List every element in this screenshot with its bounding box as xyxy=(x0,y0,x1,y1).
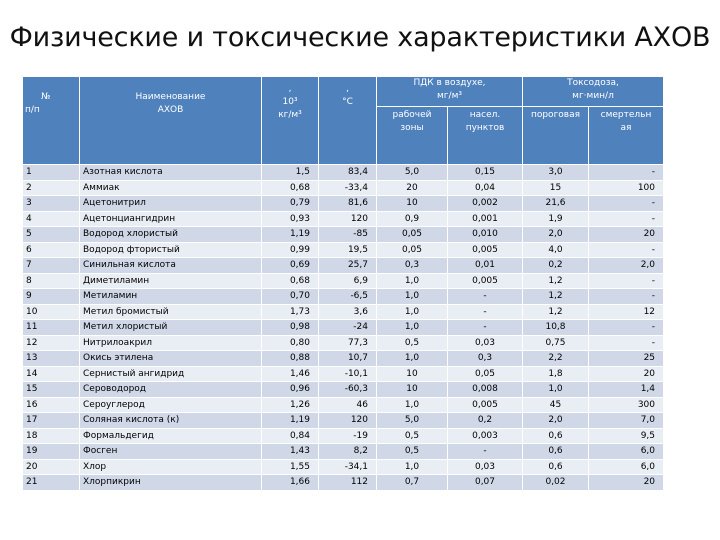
header-pdk-pop xyxy=(448,107,523,165)
toxodose-lethal-cell: 25 xyxy=(589,351,664,367)
table-row xyxy=(23,335,664,351)
header-toxodose xyxy=(523,77,664,107)
row-number-cell: 17 xyxy=(23,413,80,429)
header-tox-lethal xyxy=(589,107,664,165)
pdk-settlements-cell: 0,07 xyxy=(448,475,523,491)
density-cell: 1,43 xyxy=(262,444,319,460)
header-num-sign: № xyxy=(41,92,51,102)
table-row xyxy=(23,258,664,274)
pdk-work-zone-cell: 0,9 xyxy=(377,211,448,227)
header-boiling-comma: , xyxy=(346,84,349,94)
row-number-cell: 13 xyxy=(23,351,80,367)
density-cell: 0,80 xyxy=(262,335,319,351)
pdk-work-zone-cell: 10 xyxy=(377,382,448,398)
density-cell: 1,26 xyxy=(262,397,319,413)
row-number-cell: 7 xyxy=(23,258,80,274)
table-row xyxy=(23,382,664,398)
density-cell: 0,99 xyxy=(262,242,319,258)
pdk-work-zone-cell: 1,0 xyxy=(377,289,448,305)
pdk-work-zone-cell: 10 xyxy=(377,366,448,382)
pdk-settlements-cell: 0,010 xyxy=(448,227,523,243)
row-number-cell: 19 xyxy=(23,444,80,460)
substance-name-cell: Азотная кислота xyxy=(80,165,262,181)
header-tox-lethal-line1: смертельн xyxy=(600,110,652,120)
header-num-pp: п/п xyxy=(25,105,40,115)
boiling-point-cell: -10,1 xyxy=(319,366,377,382)
toxodose-lethal-cell: 7,0 xyxy=(589,413,664,429)
boiling-point-cell: 120 xyxy=(319,211,377,227)
substance-name-cell: Формальдегид xyxy=(80,428,262,444)
header-pdk-work-line2: зоны xyxy=(400,123,424,133)
pdk-settlements-cell: 0,005 xyxy=(448,242,523,258)
boiling-point-cell: 81,6 xyxy=(319,196,377,212)
header-density-scale: 10³ xyxy=(282,97,298,107)
density-cell: 1,19 xyxy=(262,413,319,429)
pdk-settlements-cell: 0,03 xyxy=(448,335,523,351)
table-row xyxy=(23,165,664,181)
boiling-point-cell: -24 xyxy=(319,320,377,336)
boiling-point-cell: 6,9 xyxy=(319,273,377,289)
pdk-settlements-cell: 0,05 xyxy=(448,366,523,382)
pdk-work-zone-cell: 10 xyxy=(377,196,448,212)
toxodose-threshold-cell: 1,9 xyxy=(523,211,589,227)
pdk-settlements-cell: 0,2 xyxy=(448,413,523,429)
pdk-settlements-cell: 0,003 xyxy=(448,428,523,444)
toxodose-lethal-cell: 6,0 xyxy=(589,444,664,460)
row-number-cell: 16 xyxy=(23,397,80,413)
substance-name-cell: Водород хлористый xyxy=(80,227,262,243)
substance-name-cell: Диметиламин xyxy=(80,273,262,289)
toxodose-lethal-cell: - xyxy=(589,335,664,351)
substance-name-cell: Соляная кислота (к) xyxy=(80,413,262,429)
row-number-cell: 11 xyxy=(23,320,80,336)
density-cell: 0,84 xyxy=(262,428,319,444)
header-pdk-pop-line1: насел. xyxy=(469,110,501,120)
density-cell: 0,96 xyxy=(262,382,319,398)
table-row xyxy=(23,428,664,444)
boiling-point-cell: 120 xyxy=(319,413,377,429)
table-row xyxy=(23,459,664,475)
table-row xyxy=(23,180,664,196)
toxodose-threshold-cell: 0,6 xyxy=(523,459,589,475)
pdk-work-zone-cell: 20 xyxy=(377,180,448,196)
toxodose-threshold-cell: 1,2 xyxy=(523,289,589,305)
table-row xyxy=(23,397,664,413)
toxodose-lethal-cell: 1,4 xyxy=(589,382,664,398)
toxodose-lethal-cell: 20 xyxy=(589,227,664,243)
substance-name-cell: Метил бромистый xyxy=(80,304,262,320)
row-number-cell: 12 xyxy=(23,335,80,351)
toxodose-lethal-cell: 300 xyxy=(589,397,664,413)
table-row xyxy=(23,351,664,367)
substance-name-cell: Метиламин xyxy=(80,289,262,305)
header-name xyxy=(80,77,262,165)
row-number-cell: 18 xyxy=(23,428,80,444)
header-pdk-pop-line2: пунктов xyxy=(465,123,505,133)
header-toxodose-line1: Токсодоза, xyxy=(567,78,619,88)
header-name-line1: Наименование xyxy=(135,92,206,102)
toxodose-lethal-cell: - xyxy=(589,273,664,289)
substance-name-cell: Фосген xyxy=(80,444,262,460)
header-boiling-unit: °С xyxy=(342,97,353,107)
toxodose-lethal-cell: - xyxy=(589,196,664,212)
toxodose-threshold-cell: 0,2 xyxy=(523,258,589,274)
pdk-work-zone-cell: 0,7 xyxy=(377,475,448,491)
density-cell: 1,5 xyxy=(262,165,319,181)
header-pdk-line1: ПДК в воздухе, xyxy=(413,78,486,88)
pdk-settlements-cell: 0,002 xyxy=(448,196,523,212)
density-cell: 1,66 xyxy=(262,475,319,491)
pdk-settlements-cell: 0,01 xyxy=(448,258,523,274)
pdk-work-zone-cell: 1,0 xyxy=(377,273,448,289)
boiling-point-cell: -6,5 xyxy=(319,289,377,305)
density-cell: 1,73 xyxy=(262,304,319,320)
pdk-work-zone-cell: 1,0 xyxy=(377,459,448,475)
toxodose-lethal-cell: - xyxy=(589,211,664,227)
boiling-point-cell: -34,1 xyxy=(319,459,377,475)
substance-name-cell: Ацетонитрил xyxy=(80,196,262,212)
header-tox-threshold: пороговая xyxy=(523,107,589,165)
toxodose-threshold-cell: 1,8 xyxy=(523,366,589,382)
boiling-point-cell: 112 xyxy=(319,475,377,491)
density-cell: 1,55 xyxy=(262,459,319,475)
boiling-point-cell: 77,3 xyxy=(319,335,377,351)
density-cell: 0,68 xyxy=(262,180,319,196)
density-cell: 1,46 xyxy=(262,366,319,382)
pdk-settlements-cell: 0,15 xyxy=(448,165,523,181)
header-density-unit: кг/м³ xyxy=(278,110,302,120)
toxodose-lethal-cell: 2,0 xyxy=(589,258,664,274)
pdk-work-zone-cell: 1,0 xyxy=(377,320,448,336)
substance-name-cell: Окись этилена xyxy=(80,351,262,367)
toxodose-threshold-cell: 4,0 xyxy=(523,242,589,258)
density-cell: 1,19 xyxy=(262,227,319,243)
toxodose-threshold-cell: 0,6 xyxy=(523,428,589,444)
toxodose-lethal-cell: 20 xyxy=(589,366,664,382)
table-row xyxy=(23,273,664,289)
toxodose-threshold-cell: 1,2 xyxy=(523,304,589,320)
toxodose-threshold-cell: 45 xyxy=(523,397,589,413)
row-number-cell: 6 xyxy=(23,242,80,258)
header-name-line2: АХОВ xyxy=(157,105,184,115)
table-row xyxy=(23,196,664,212)
pdk-work-zone-cell: 1,0 xyxy=(377,351,448,367)
toxodose-lethal-cell: 12 xyxy=(589,304,664,320)
toxodose-lethal-cell: - xyxy=(589,289,664,305)
toxodose-lethal-cell: - xyxy=(589,242,664,258)
row-number-cell: 2 xyxy=(23,180,80,196)
pdk-settlements-cell: 0,005 xyxy=(448,397,523,413)
table-row xyxy=(23,413,664,429)
toxodose-lethal-cell: - xyxy=(589,320,664,336)
toxodose-threshold-cell: 1,2 xyxy=(523,273,589,289)
substance-name-cell: Аммиак xyxy=(80,180,262,196)
table-row xyxy=(23,227,664,243)
substance-name-cell: Синильная кислота xyxy=(80,258,262,274)
pdk-settlements-cell: - xyxy=(448,320,523,336)
substance-name-cell: Ацетонциангидрин xyxy=(80,211,262,227)
boiling-point-cell: -85 xyxy=(319,227,377,243)
pdk-settlements-cell: 0,3 xyxy=(448,351,523,367)
header-toxodose-line2: мг·мин/л xyxy=(572,91,614,101)
boiling-point-cell: 25,7 xyxy=(319,258,377,274)
pdk-work-zone-cell: 1,0 xyxy=(377,397,448,413)
pdk-work-zone-cell: 5,0 xyxy=(377,413,448,429)
boiling-point-cell: 10,7 xyxy=(319,351,377,367)
density-cell: 0,70 xyxy=(262,289,319,305)
substance-name-cell: Сероуглерод xyxy=(80,397,262,413)
row-number-cell: 4 xyxy=(23,211,80,227)
substance-name-cell: Метил хлористый xyxy=(80,320,262,336)
table-row xyxy=(23,211,664,227)
toxodose-lethal-cell: 9,5 xyxy=(589,428,664,444)
header-density xyxy=(262,77,319,165)
pdk-settlements-cell: 0,005 xyxy=(448,273,523,289)
toxodose-lethal-cell: 6,0 xyxy=(589,459,664,475)
table-row xyxy=(23,366,664,382)
toxodose-threshold-cell: 21,6 xyxy=(523,196,589,212)
table-row xyxy=(23,320,664,336)
pdk-work-zone-cell: 0,5 xyxy=(377,428,448,444)
table-row xyxy=(23,242,664,258)
pdk-work-zone-cell: 0,5 xyxy=(377,444,448,460)
boiling-point-cell: -33,4 xyxy=(319,180,377,196)
toxodose-threshold-cell: 10,8 xyxy=(523,320,589,336)
toxodose-threshold-cell: 2,0 xyxy=(523,413,589,429)
boiling-point-cell: -19 xyxy=(319,428,377,444)
toxodose-threshold-cell: 2,0 xyxy=(523,227,589,243)
table-row xyxy=(23,475,664,491)
pdk-settlements-cell: - xyxy=(448,289,523,305)
pdk-settlements-cell: - xyxy=(448,444,523,460)
boiling-point-cell: 3,6 xyxy=(319,304,377,320)
row-number-cell: 21 xyxy=(23,475,80,491)
toxodose-threshold-cell: 2,2 xyxy=(523,351,589,367)
header-tox-lethal-line2: ая xyxy=(620,123,632,133)
pdk-work-zone-cell: 0,5 xyxy=(377,335,448,351)
boiling-point-cell: 83,4 xyxy=(319,165,377,181)
row-number-cell: 5 xyxy=(23,227,80,243)
boiling-point-cell: 8,2 xyxy=(319,444,377,460)
row-number-cell: 9 xyxy=(23,289,80,305)
density-cell: 0,69 xyxy=(262,258,319,274)
row-number-cell: 8 xyxy=(23,273,80,289)
boiling-point-cell: 46 xyxy=(319,397,377,413)
toxodose-threshold-cell: 15 xyxy=(523,180,589,196)
header-pdk-work xyxy=(377,107,448,165)
table-row xyxy=(23,304,664,320)
substance-name-cell: Сернистый ангидрид xyxy=(80,366,262,382)
toxodose-threshold-cell: 1,0 xyxy=(523,382,589,398)
data-table xyxy=(22,76,664,491)
density-cell: 0,88 xyxy=(262,351,319,367)
toxodose-lethal-cell: - xyxy=(589,165,664,181)
pdk-settlements-cell: 0,03 xyxy=(448,459,523,475)
header-boiling xyxy=(319,77,377,165)
toxodose-threshold-cell: 0,6 xyxy=(523,444,589,460)
table-body xyxy=(23,165,664,491)
boiling-point-cell: -60,3 xyxy=(319,382,377,398)
pdk-work-zone-cell: 0,05 xyxy=(377,227,448,243)
header-density-comma: , xyxy=(288,84,292,94)
density-cell: 0,98 xyxy=(262,320,319,336)
pdk-settlements-cell: 0,008 xyxy=(448,382,523,398)
pdk-settlements-cell: 0,001 xyxy=(448,211,523,227)
header-num xyxy=(23,77,80,165)
pdk-settlements-cell: - xyxy=(448,304,523,320)
table-row xyxy=(23,289,664,305)
row-number-cell: 3 xyxy=(23,196,80,212)
row-number-cell: 10 xyxy=(23,304,80,320)
header-pdk xyxy=(377,77,523,107)
substance-name-cell: Хлор xyxy=(80,459,262,475)
toxodose-threshold-cell: 0,02 xyxy=(523,475,589,491)
toxodose-lethal-cell: 100 xyxy=(589,180,664,196)
pdk-settlements-cell: 0,04 xyxy=(448,180,523,196)
toxodose-lethal-cell: 20 xyxy=(589,475,664,491)
pdk-work-zone-cell: 0,3 xyxy=(377,258,448,274)
row-number-cell: 15 xyxy=(23,382,80,398)
header-pdk-work-line1: рабочей xyxy=(392,110,432,120)
substance-name-cell: Хлорпикрин xyxy=(80,475,262,491)
substance-name-cell: Нитрилоакрил xyxy=(80,335,262,351)
pdk-work-zone-cell: 1,0 xyxy=(377,304,448,320)
toxodose-threshold-cell: 3,0 xyxy=(523,165,589,181)
header-pdk-line2: мг/м³ xyxy=(437,91,462,101)
substance-name-cell: Водород фтористый xyxy=(80,242,262,258)
row-number-cell: 1 xyxy=(23,165,80,181)
boiling-point-cell: 19,5 xyxy=(319,242,377,258)
table-row xyxy=(23,444,664,460)
pdk-work-zone-cell: 5,0 xyxy=(377,165,448,181)
row-number-cell: 14 xyxy=(23,366,80,382)
density-cell: 0,79 xyxy=(262,196,319,212)
toxodose-threshold-cell: 0,75 xyxy=(523,335,589,351)
substance-name-cell: Сероводород xyxy=(80,382,262,398)
density-cell: 0,68 xyxy=(262,273,319,289)
pdk-work-zone-cell: 0,05 xyxy=(377,242,448,258)
page-title: Физические и токсические характеристики АХОВ xyxy=(9,22,711,53)
density-cell: 0,93 xyxy=(262,211,319,227)
row-number-cell: 20 xyxy=(23,459,80,475)
